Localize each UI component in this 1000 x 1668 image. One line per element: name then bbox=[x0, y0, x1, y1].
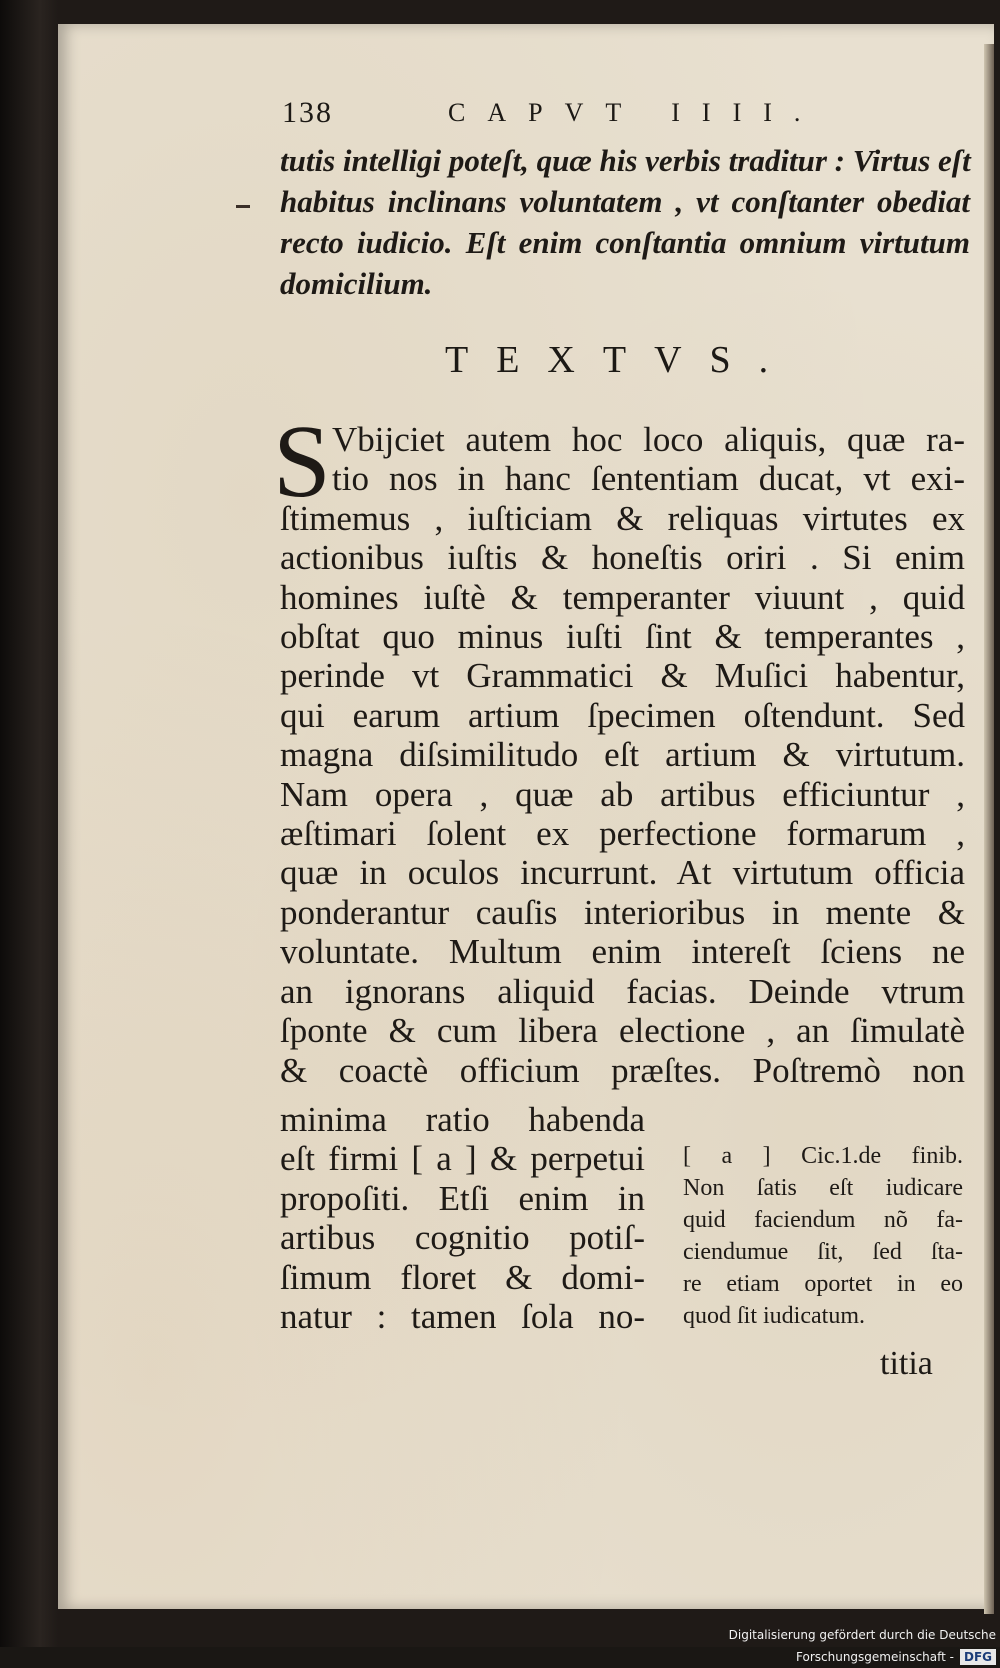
body-line: ſponte & cum libera electione , an ſimulatè bbox=[280, 1011, 965, 1051]
body-line: Nam opera , quæ ab artibus efficiuntur , bbox=[280, 774, 965, 814]
page-edge bbox=[984, 44, 994, 1614]
body-line: obſtat quo minus iuſti ſint & temperantes , bbox=[280, 617, 965, 657]
footer-text: Digitalisierung gefördert durch die Deutsche Forschungsgemeinschaft - bbox=[728, 1628, 996, 1664]
body-line: perinde vt Grammatici & Muſici habentur, bbox=[280, 656, 965, 696]
intro-line: recto iudicio. Eſt enim conſtantia omnium virtutum bbox=[280, 225, 970, 260]
sidenote-line: Non ſatis eſt iudicare bbox=[683, 1175, 963, 1201]
body-line: æſtimari ſolent ex perfectione formarum , bbox=[280, 814, 965, 854]
body-line: magna diſsimilitudo eſt artium & virtutum. bbox=[280, 735, 965, 775]
body-line: ponderantur cauſis interioribus in mente & bbox=[280, 892, 965, 932]
digitization-footer bbox=[600, 1624, 1000, 1664]
body-line: tio nos in hanc ſententiam ducat, vt exi- bbox=[332, 459, 965, 499]
body-line: natur : tamen ſola no- bbox=[280, 1297, 645, 1337]
body-line: ſtimemus , iuſticiam & reliquas virtutes ex bbox=[280, 498, 965, 538]
body-line: & coactè officium præſtes. Poſtremò non bbox=[280, 1050, 965, 1090]
body-line: artibus cognitio potiſ- bbox=[280, 1218, 645, 1258]
catchword: titia bbox=[880, 1345, 933, 1382]
body-line: qui earum artium ſpecimen oſtendunt. Sed bbox=[280, 695, 965, 735]
intro-paragraph bbox=[280, 140, 970, 304]
intro-line: habitus inclinans voluntatem , vt conſtanter obediat bbox=[280, 184, 970, 219]
body-line: voluntate. Multum enim intereſt ſciens ne bbox=[280, 932, 965, 972]
sidenote bbox=[683, 1140, 963, 1332]
sidenote-line: quid faciendum nõ fa- bbox=[683, 1207, 963, 1233]
intro-line: tutis intelligi poteſt, quæ his verbis traditur : Virtus eſt bbox=[280, 143, 971, 178]
sidenote-line: ciendumue ſit, ſed ſta- bbox=[683, 1239, 963, 1265]
intro-line: domicilium. bbox=[280, 266, 433, 301]
running-title: CAPVT IIII. bbox=[448, 98, 823, 127]
body-line: eſt firmi [ a ] & perpetui bbox=[280, 1139, 645, 1179]
body-line: minima ratio habenda bbox=[280, 1100, 645, 1139]
body-line: an ignorans aliquid facias. Deinde vtrum bbox=[280, 971, 965, 1011]
body-line: ſimum floret & domi- bbox=[280, 1257, 645, 1297]
body-line: Vbijciet autem hoc loco aliquis, quæ ra- bbox=[332, 420, 965, 459]
section-heading: TEXTVS. bbox=[445, 339, 797, 381]
body-line: quæ in oculos incurrunt. At virtutum officia bbox=[280, 853, 965, 893]
page-number: 138 bbox=[282, 96, 333, 129]
dfg-logo: DFG bbox=[960, 1649, 996, 1665]
margin-mark bbox=[236, 205, 250, 208]
body-line: homines iuſtè & temperanter viuunt , quid bbox=[280, 577, 965, 617]
body-narrow-column bbox=[280, 1100, 645, 1336]
running-head bbox=[282, 96, 842, 136]
body-line: propoſiti. Etſi enim in bbox=[280, 1178, 645, 1218]
drop-cap: S bbox=[273, 404, 331, 519]
sidenote-line: [ a ] Cic.1.de finib. bbox=[683, 1143, 963, 1169]
body-paragraph bbox=[280, 420, 965, 1090]
body-line: actionibus iuſtis & honeſtis oriri . Si enim bbox=[280, 538, 965, 578]
sidenote-line: re etiam oportet in eo bbox=[683, 1271, 963, 1297]
sidenote-line: quod ſit iudicatum. bbox=[683, 1303, 865, 1329]
